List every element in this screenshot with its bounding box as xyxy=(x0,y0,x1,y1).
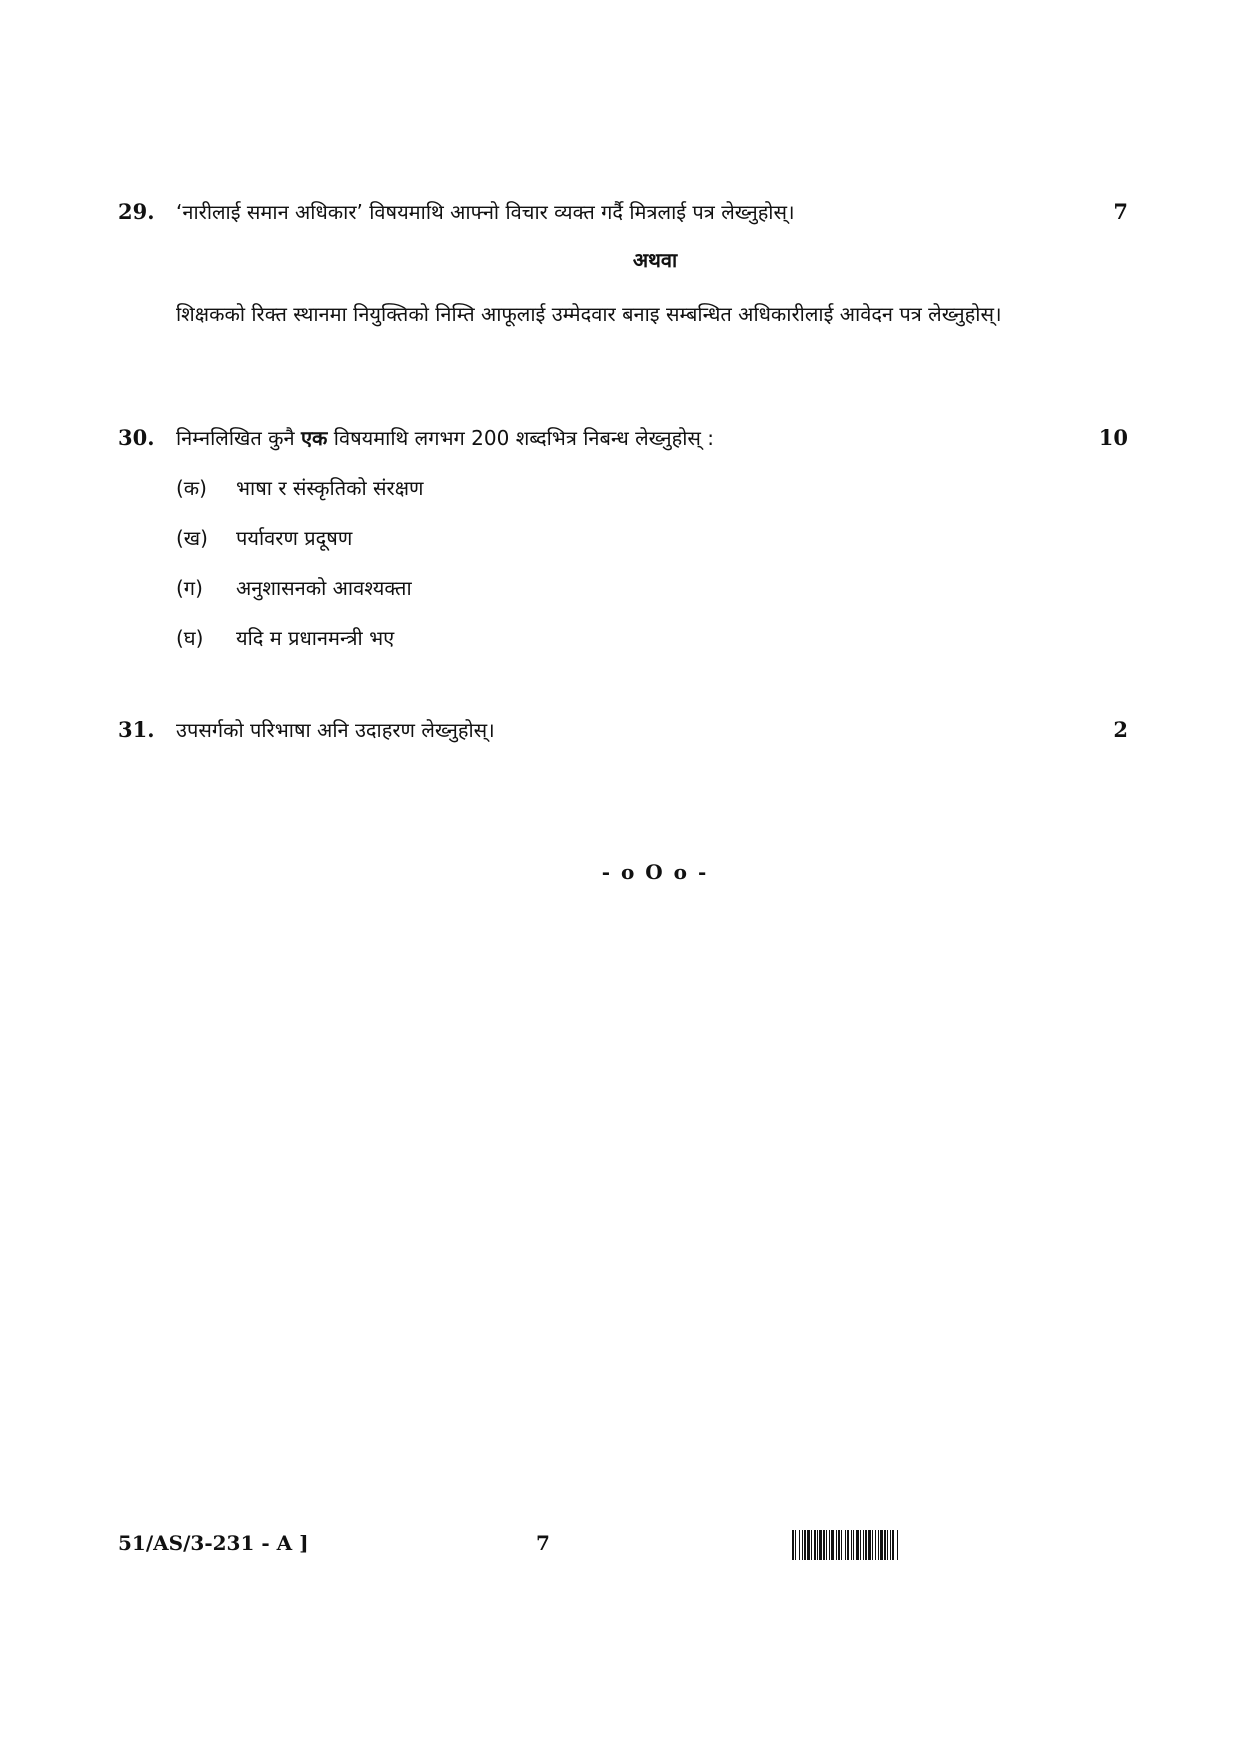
alternative-question-text: शिक्षकको रिक्त स्थानमा नियुक्तिको निम्ति आफूलाई उम्मेदवार बनाइ सम्बन्धित अधिकारीलाई आवेदन पत्र लेख्नुहोस्। xyxy=(176,302,1002,326)
option-text: यदि म प्रधानमन्त्री भए xyxy=(236,626,395,650)
end-of-paper-mark: - o O o - xyxy=(601,860,709,884)
question-marks: 7 xyxy=(1113,199,1128,224)
essay-option xyxy=(176,623,394,653)
paper-code: 51/AS/3-231 - A ] xyxy=(118,1531,309,1555)
essay-option xyxy=(176,523,352,553)
option-label: (ग) xyxy=(176,576,203,600)
barcode-image xyxy=(790,1530,1020,1560)
option-label: (ख) xyxy=(176,526,208,550)
question-text: उपसर्गको परिभाषा अनि उदाहरण लेख्नुहोस्। xyxy=(176,718,495,742)
option-label: (घ) xyxy=(176,626,204,650)
page-number: 7 xyxy=(536,1531,550,1555)
question-text-bold: एक xyxy=(300,426,328,450)
option-text: भाषा र संस्कृतिको संरक्षण xyxy=(236,476,424,500)
essay-option xyxy=(176,473,424,503)
question-number: 30. xyxy=(118,425,155,450)
question-text-before: निम्नलिखित कुनै xyxy=(176,426,301,450)
or-heading: अथवा xyxy=(632,248,678,272)
question-number: 31. xyxy=(118,717,155,742)
question-marks: 10 xyxy=(1098,425,1128,450)
question-text: ‘नारीलाई समान अधिकार’ विषयमाथि आफ्नो विचार व्यक्त गर्दै मित्रलाई पत्र लेख्नुहोस्। xyxy=(176,200,795,224)
question-text xyxy=(176,423,1076,453)
question-marks: 2 xyxy=(1113,717,1128,742)
question-number: 29. xyxy=(118,199,155,224)
question-text-after: विषयमाथि लगभग 200 शब्दभित्र निबन्ध लेख्नुहोस् : xyxy=(327,426,715,450)
option-text: पर्यावरण प्रदूषण xyxy=(236,526,353,550)
option-text: अनुशासनको आवश्यक्ता xyxy=(236,576,412,600)
option-label: (क) xyxy=(176,476,207,500)
essay-option xyxy=(176,573,412,603)
